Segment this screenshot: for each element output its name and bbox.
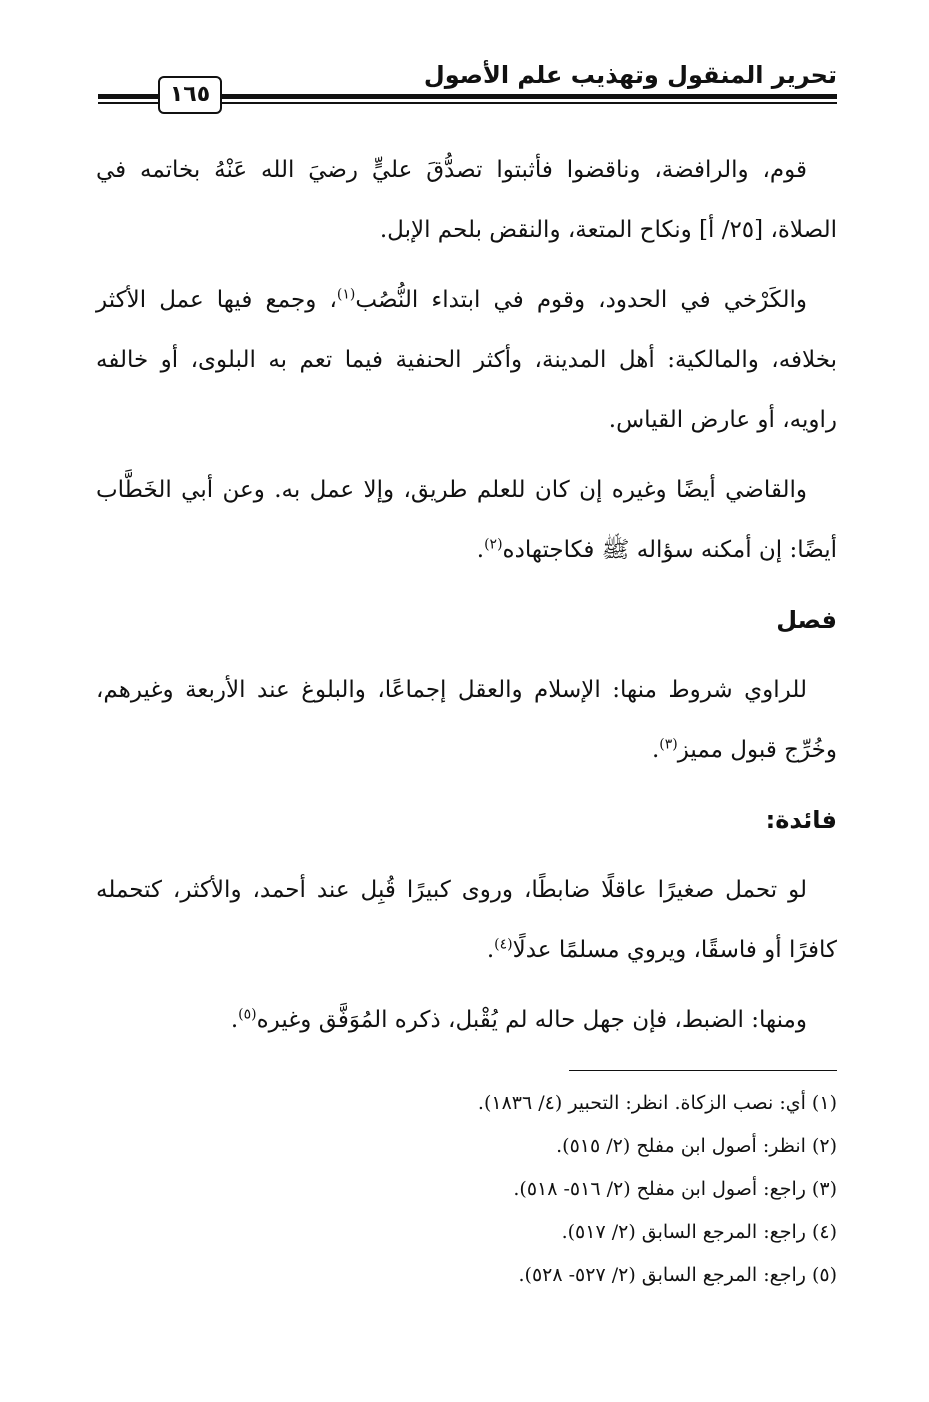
paragraph-4	[96, 660, 837, 780]
paragraph-2	[96, 270, 837, 450]
footnote-4: (٤) راجع: المرجع السابق (٢/ ٥١٧).	[561, 1221, 837, 1243]
paragraph-3-text: والقاضي أيضًا وغيره إن كان للعلم طريق، وإلا عمل به. وعن أبي الخَطَّاب أيضًا: إن أمكنه سؤاله ﷺ فكاجتهاده	[96, 477, 837, 563]
paragraph-3	[96, 460, 837, 580]
running-header-title: تحرير المنقول وتهذيب علم الأصول	[423, 61, 837, 89]
paragraph-1: قوم، والرافضة، وناقضوا فأثبتوا تصدُّقَ عليٍّ رضيَ الله عَنْهُ بخاتمه في الصلاة، [٢٥/ أ] ونكاح المتعة، والنقض بلحم الإبل.	[96, 157, 837, 243]
paragraph-3-period: .	[476, 537, 485, 563]
footnote-ref-4[interactable]: (٤)	[494, 936, 513, 953]
footnotes	[96, 1082, 837, 1297]
footnote-ref-2[interactable]: (٢)	[484, 536, 503, 553]
paragraph-4-period: .	[651, 737, 660, 763]
paragraph-6-period: .	[230, 1007, 239, 1033]
section-heading: فصل	[776, 606, 837, 634]
footnote-5: (٥) راجع: المرجع السابق (٢/ ٥٢٧- ٥٢٨).	[518, 1264, 837, 1286]
paragraph-5	[96, 860, 837, 980]
paragraph-6	[96, 990, 837, 1050]
footnote-ref-1[interactable]: (١)	[336, 286, 356, 303]
footnote-separator	[569, 1070, 837, 1071]
sub-heading: فائدة:	[765, 806, 837, 834]
paragraph-2-start: والكَرْخي في الحدود، وقوم في ابتداء النُّصُب	[355, 287, 807, 313]
paragraph-2-end: ، وجمع فيها عمل الأكثر بخلافه، والمالكية: أهل المدينة، وأكثر الحنفية فيما تعم به البلوى، أو خالفه راويه، أو عارض القياس.	[96, 287, 837, 433]
footnote-1: (١) أي: نصب الزكاة. انظر: التحبير (٤/ ١٨٣٦).	[477, 1092, 837, 1114]
footnote-2: (٢) انظر: أصول ابن مفلح (٢/ ٥١٥).	[556, 1135, 837, 1157]
footnote-3: (٣) راجع: أصول ابن مفلح (٢/ ٥١٦- ٥١٨).	[513, 1178, 837, 1200]
paragraph-5-text: لو تحمل صغيرًا عاقلًا ضابطًا، وروى كبيرًا قُبِل عند أحمد، والأكثر، كتحمله كافرًا أو فاسقًا، ويروي مسلمًا عدلًا	[96, 877, 837, 963]
paragraph-6-text: ومنها: الضبط، فإن جهل حاله لم يُقْبل، ذكره المُوَفَّق وغيره	[256, 1007, 807, 1033]
page-number: ١٦٥	[158, 76, 222, 114]
footnote-ref-5[interactable]: (٥)	[238, 1006, 257, 1023]
paragraph-5-period: .	[486, 937, 495, 963]
paragraph-4-text: للراوي شروط منها: الإسلام والعقل إجماعًا، والبلوغ عند الأربعة وغيرهم، وخُرِّج قبول مميز	[96, 677, 837, 763]
main-text	[96, 140, 837, 1060]
footnote-ref-3[interactable]: (٣)	[659, 736, 678, 753]
